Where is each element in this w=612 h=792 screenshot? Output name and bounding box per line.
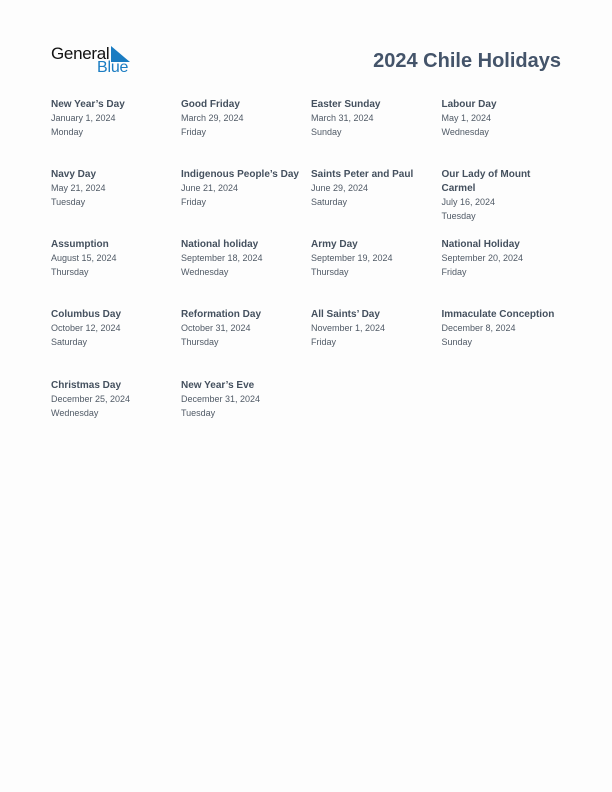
holiday-name: Indigenous People’s Day [181, 169, 299, 180]
holiday-date: March 31, 2024 [311, 113, 374, 123]
holiday-item [51, 308, 171, 349]
holiday-weekday: Tuesday [181, 407, 216, 418]
holiday-weekday: Wednesday [441, 126, 489, 137]
holiday-weekday: Thursday [51, 266, 89, 277]
holiday-date: May 1, 2024 [441, 113, 492, 123]
holiday-item [51, 238, 171, 279]
holiday-date: November 1, 2024 [311, 323, 386, 333]
holiday-weekday: Friday [441, 266, 467, 277]
page-title: 2024 Chile Holidays [373, 50, 561, 72]
holiday-date: June 21, 2024 [181, 183, 239, 193]
generalblue-logo [51, 44, 133, 78]
holiday-name: National Holiday [441, 239, 520, 250]
holiday-item [51, 168, 171, 209]
holiday-weekday: Friday [181, 126, 207, 137]
holiday-item [181, 308, 301, 349]
holiday-name: Columbus Day [51, 309, 122, 320]
holiday-date: December 31, 2024 [181, 394, 261, 404]
holiday-name: Christmas Day [51, 380, 122, 391]
holiday-weekday: Wednesday [181, 266, 229, 277]
holiday-item [51, 379, 171, 420]
holiday-weekday: Wednesday [51, 407, 99, 418]
holiday-date: December 8, 2024 [441, 323, 516, 333]
holiday-item [442, 238, 562, 279]
holiday-item [311, 98, 431, 139]
holiday-weekday: Friday [311, 336, 337, 347]
holiday-weekday: Thursday [311, 266, 349, 277]
holiday-date: March 29, 2024 [181, 113, 244, 123]
holiday-item [51, 98, 171, 139]
holiday-weekday: Sunday [311, 126, 342, 137]
holiday-name: Navy Day [51, 169, 97, 180]
holiday-name: Easter Sunday [311, 99, 381, 110]
holiday-name: Reformation Day [181, 309, 262, 320]
holiday-name: All Saints’ Day [311, 309, 380, 320]
holiday-weekday: Monday [51, 126, 84, 137]
holiday-date: June 29, 2024 [311, 183, 369, 193]
holiday-item [311, 308, 431, 349]
holiday-item [181, 168, 301, 209]
holiday-weekday: Saturday [51, 336, 88, 347]
holiday-item [181, 238, 301, 279]
holiday-name: Assumption [51, 239, 109, 250]
holiday-name: New Year’s Day [51, 99, 125, 110]
holiday-weekday: Sunday [441, 336, 473, 347]
holiday-date: July 16, 2024 [441, 197, 496, 207]
holiday-name: Labour Day [441, 99, 497, 110]
holiday-date: September 18, 2024 [181, 253, 263, 263]
holiday-name: Our Lady of Mount Carmel [441, 169, 531, 194]
holiday-date: August 15, 2024 [51, 253, 117, 263]
holiday-date: October 12, 2024 [51, 323, 121, 333]
holiday-item [442, 308, 562, 349]
holiday-item [442, 168, 562, 223]
holiday-date: October 31, 2024 [181, 323, 251, 333]
holiday-name: Army Day [311, 239, 358, 250]
logo-text-blue: Blue [97, 59, 129, 76]
holiday-name: New Year’s Eve [181, 380, 255, 391]
holiday-item [311, 238, 431, 279]
holiday-item [311, 168, 431, 209]
holiday-date: January 1, 2024 [51, 113, 116, 123]
holiday-weekday: Saturday [311, 196, 348, 207]
holiday-weekday: Tuesday [441, 210, 476, 221]
holiday-item [442, 98, 562, 139]
holiday-name: Immaculate Conception [441, 309, 555, 320]
holiday-date: September 19, 2024 [311, 253, 393, 263]
logo-text-general: General [51, 44, 110, 63]
holiday-name: National holiday [181, 239, 259, 250]
holiday-weekday: Friday [181, 196, 207, 207]
holiday-date: December 25, 2024 [51, 394, 131, 404]
holiday-item [181, 98, 301, 139]
holiday-date: September 20, 2024 [441, 253, 524, 263]
holiday-item [181, 379, 301, 420]
holiday-name: Good Friday [181, 99, 240, 110]
holiday-name: Saints Peter and Paul [311, 169, 414, 180]
holiday-weekday: Thursday [181, 336, 219, 347]
holiday-weekday: Tuesday [51, 196, 86, 207]
holiday-date: May 21, 2024 [51, 183, 106, 193]
